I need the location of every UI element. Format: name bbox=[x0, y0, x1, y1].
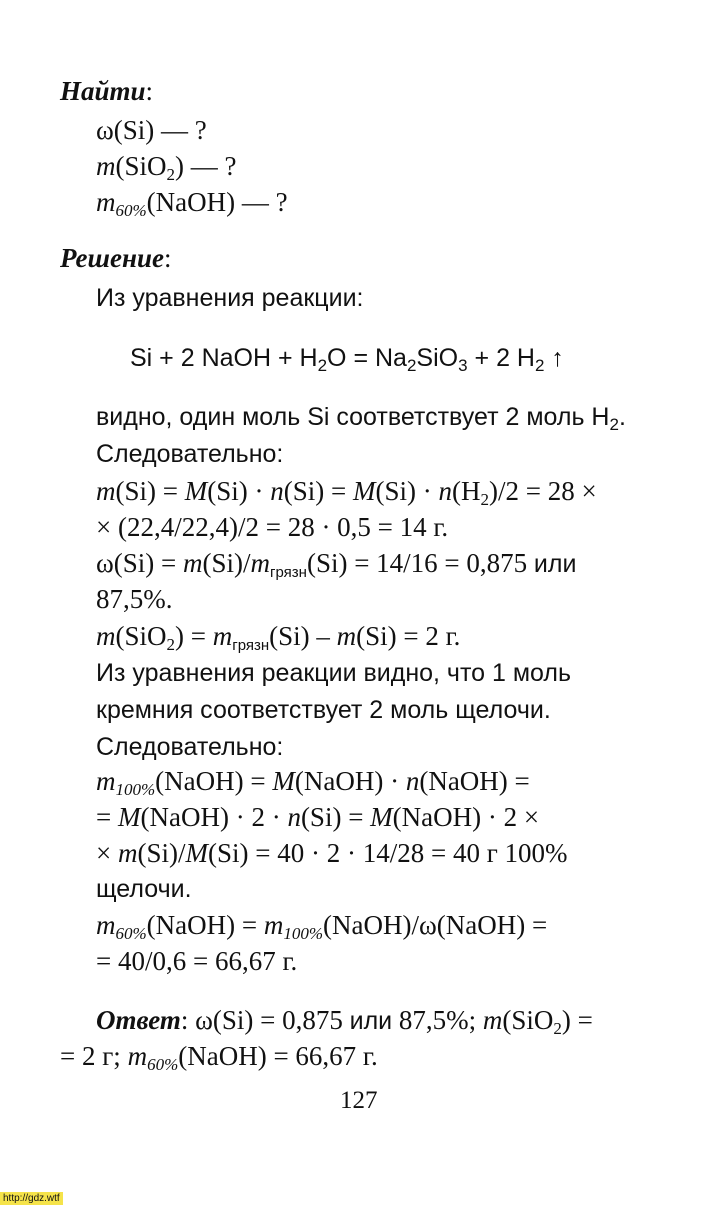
solution-line-4: × (22,4/22,4)/2 = 28 · 0,5 = 14 г. bbox=[96, 512, 449, 542]
solution-line-3: $m(Si) = M(Si) \cdot n(Si) = M(Si) \cdot n(H_2)/2 = 28$ × bbox=[96, 476, 597, 509]
solution-line-5: $\omega(Si) = m(Si)/m_{грязн}(Si) = 14/16 = 0,875$ или bbox=[96, 548, 577, 581]
solution-heading: Решение bbox=[60, 243, 164, 273]
solution-line-2: Следовательно: bbox=[96, 440, 284, 468]
find-item-omega: ω(Si) — ? bbox=[96, 115, 207, 145]
watermark-link[interactable]: http://gdz.wtf bbox=[0, 1192, 63, 1205]
solution-line-14: щелочи. bbox=[96, 875, 192, 903]
solution-line-1: видно, один моль Si соответствует 2 моль $H_2$. bbox=[96, 403, 626, 434]
solution-line-6: 87,5%. bbox=[96, 584, 173, 614]
page-number: 127 bbox=[340, 1087, 378, 1114]
find-item-mass-naoh: $m_{60\%}(NaOH)$ — ? bbox=[96, 187, 288, 220]
solution-line-16: = 40/0,6 = 66,67 г. bbox=[96, 946, 298, 976]
solution-heading-line: Решение: bbox=[60, 243, 172, 273]
answer-line-2: = 2 г; $m_{60\%}(NaOH) = 66,67$ г. bbox=[60, 1041, 378, 1074]
solution-intro: Из уравнения реакции: bbox=[96, 284, 364, 312]
find-heading-line: Найти: bbox=[60, 76, 154, 106]
solution-line-13: × m(Si)/M(Si) = 40 · 2 · 14/28 = 40 г 100% bbox=[96, 838, 568, 868]
solution-line-15: $m_{60\%}(NaOH)$ = $m_{100\%}(NaOH)/\omega(NaOH)$ = bbox=[96, 910, 548, 943]
solution-line-9: кремния соответствует 2 моль щелочи. bbox=[96, 696, 551, 724]
solution-line-11: $m_{100\%}(NaOH)$ = M(NaOH) · n(NaOH) = bbox=[96, 766, 530, 799]
solution-line-8: Из уравнения реакции видно, что 1 моль bbox=[96, 659, 571, 687]
answer-heading: Ответ bbox=[96, 1005, 181, 1035]
solution-line-10: Следовательно: bbox=[96, 733, 284, 761]
find-heading: Найти bbox=[60, 76, 146, 106]
solution-line-12: = M(NaOH) · 2 · n(Si) = M(NaOH) · 2 × bbox=[96, 802, 540, 832]
solution-line-7: $m(SiO_2) = m_{грязн}(Si) - m(Si) = 2$ г. bbox=[96, 621, 461, 654]
answer-line-1: Ответ: ω(Si) = 0,875 или 87,5%; m(SiO$_2$) = bbox=[96, 1005, 593, 1038]
reaction-equation: Si + 2 NaOH + $H_2O = Na_2SiO_3 + 2$ $H_2$ ↑ bbox=[130, 344, 564, 375]
find-item-mass-sio2: m(SiO$_2$) — ? bbox=[96, 151, 237, 184]
